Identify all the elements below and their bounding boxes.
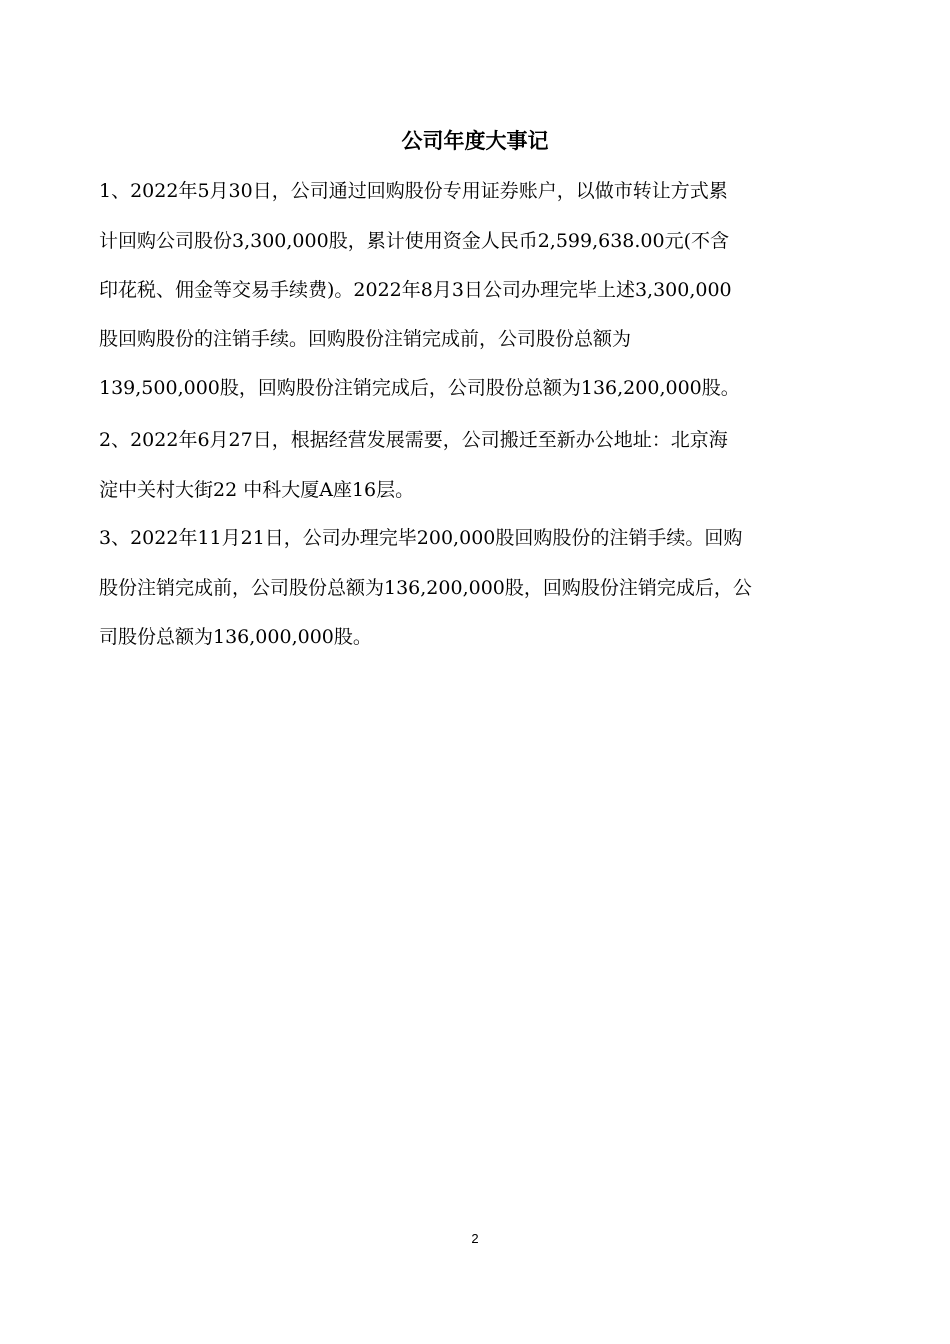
event-2-line-2: 淀中关村大街22 中科大厦A座16层。 [99, 479, 415, 501]
page-number: 2 [471, 1231, 479, 1246]
event-1-line-5: 139,500,000股，回购股份注销完成后，公司股份总额为136,200,000股。 [99, 377, 740, 399]
event-3-line-2: 股份注销完成前，公司股份总额为136,200,000股，回购股份注销完成后，公 [99, 577, 752, 599]
event-2-line-1: 2、2022年6月27日，根据经营发展需要，公司搬迁至新办公地址：北京海 [99, 429, 728, 451]
event-1-line-1: 1、2022年5月30日，公司通过回购股份专用证券账户，以做市转让方式累 [99, 180, 728, 202]
event-1-line-3: 印花税、佣金等交易手续费)。2022年8月3日公司办理完毕上述3,300,000 [99, 279, 732, 301]
event-1-line-2: 计回购公司股份3,300,000股，累计使用资金人民币2,599,638.00元(不含 [99, 230, 730, 252]
event-3-line-3: 司股份总额为136,000,000股。 [99, 626, 372, 648]
event-1-line-4: 股回购股份的注销手续。回购股份注销完成前，公司股份总额为 [99, 328, 632, 350]
page-title: 公司年度大事记 [401, 129, 549, 153]
event-3-line-1: 3、2022年11月21日，公司办理完毕200,000股回购股份的注销手续。回购 [99, 527, 743, 549]
